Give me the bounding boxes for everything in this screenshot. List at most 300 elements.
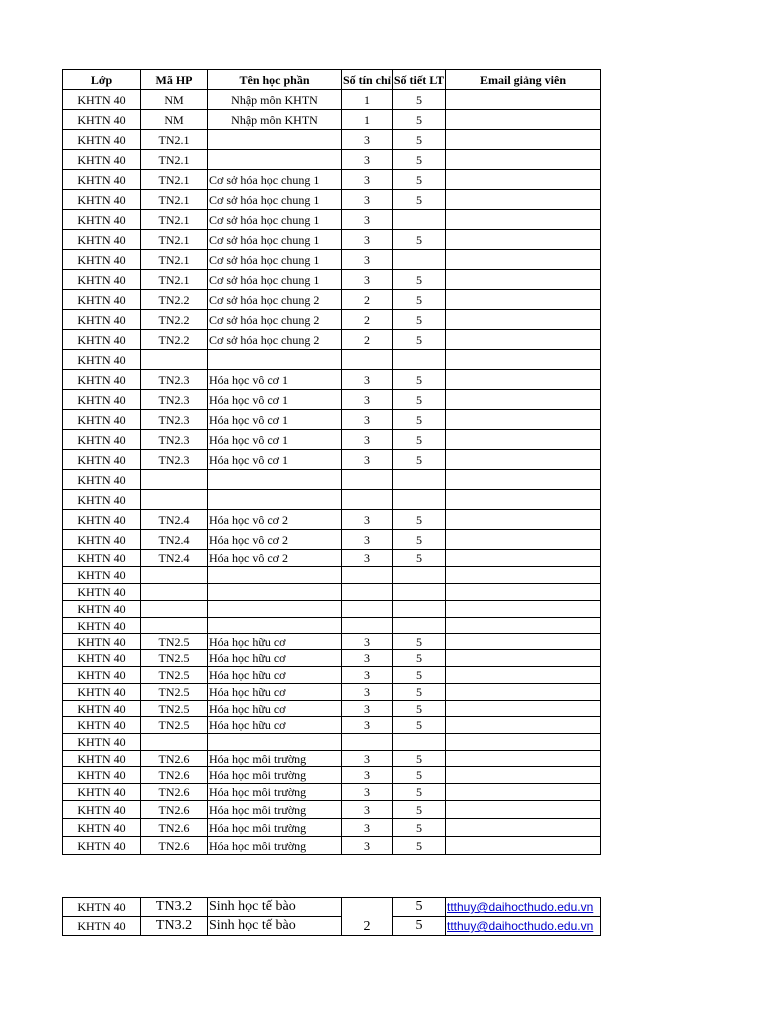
cell-so-tin-chi (342, 567, 393, 584)
cell-lop: KHTN 40 (63, 190, 141, 210)
cell-ma-hp: TN2.3 (141, 390, 208, 410)
cell-so-tin-chi: 3 (342, 837, 393, 855)
cell-so-tiet-lt: 5 (393, 450, 446, 470)
cell-ten-hoc-phan (208, 130, 342, 150)
cell-lop: KHTN 40 (63, 618, 141, 634)
cell-ma-hp: TN2.5 (141, 684, 208, 701)
cell-lop: KHTN 40 (63, 898, 141, 917)
header-ten-hoc-phan: Tên học phần (208, 70, 342, 90)
cell-lop: KHTN 40 (63, 667, 141, 684)
cell-so-tiet-lt: 5 (393, 634, 446, 650)
cell-email (446, 650, 601, 667)
table-row (63, 470, 601, 490)
cell-lop: KHTN 40 (63, 370, 141, 390)
cell-so-tiet-lt (393, 250, 446, 270)
cell-so-tiet-lt: 5 (393, 150, 446, 170)
cell-lop: KHTN 40 (63, 751, 141, 767)
cell-so-tiet-lt: 5 (393, 410, 446, 430)
cell-email (446, 130, 601, 150)
cell-lop: KHTN 40 (63, 350, 141, 370)
cell-ten-hoc-phan: Cơ sở hóa học chung 1 (208, 270, 342, 290)
cell-ma-hp: TN2.1 (141, 190, 208, 210)
cell-so-tiet-lt: 5 (393, 170, 446, 190)
cell-ten-hoc-phan: Cơ sở hóa học chung 1 (208, 230, 342, 250)
cell-so-tiet-lt: 5 (393, 917, 446, 936)
cell-so-tiet-lt (393, 601, 446, 618)
cell-so-tiet-lt: 5 (393, 190, 446, 210)
cell-lop: KHTN 40 (63, 250, 141, 270)
cell-so-tiet-lt (393, 618, 446, 634)
table-row (63, 110, 601, 130)
cell-email (446, 410, 601, 430)
cell-email (446, 684, 601, 701)
cell-so-tiet-lt (393, 490, 446, 510)
table-row (63, 370, 601, 390)
cell-ten-hoc-phan: Hóa học môi trường (208, 767, 342, 784)
cell-so-tiet-lt: 5 (393, 510, 446, 530)
cell-so-tiet-lt (393, 734, 446, 751)
cell-lop: KHTN 40 (63, 530, 141, 550)
cell-lop: KHTN 40 (63, 450, 141, 470)
cell-ten-hoc-phan (208, 350, 342, 370)
cell-so-tiet-lt: 5 (393, 310, 446, 330)
cell-ten-hoc-phan: Hóa học hữu cơ (208, 667, 342, 684)
cell-ten-hoc-phan: Hóa học môi trường (208, 751, 342, 767)
table-row (63, 390, 601, 410)
cell-lop: KHTN 40 (63, 819, 141, 837)
header-so-tin-chi: Số tín chỉ (342, 70, 393, 90)
cell-so-tiet-lt (393, 567, 446, 584)
cell-ten-hoc-phan: Hóa học môi trường (208, 784, 342, 801)
table-row (63, 734, 601, 751)
cell-so-tin-chi: 3 (342, 751, 393, 767)
cell-lop: KHTN 40 (63, 150, 141, 170)
cell-so-tin-chi: 1 (342, 110, 393, 130)
cell-lop: KHTN 40 (63, 734, 141, 751)
cell-email (446, 530, 601, 550)
cell-email (446, 390, 601, 410)
cell-ma-hp: TN2.5 (141, 717, 208, 734)
cell-email (446, 618, 601, 634)
cell-so-tin-chi: 3 (342, 634, 393, 650)
cell-lop: KHTN 40 (63, 601, 141, 618)
cell-so-tin-chi: 3 (342, 767, 393, 784)
cell-so-tiet-lt: 5 (393, 370, 446, 390)
cell-ma-hp: TN2.2 (141, 330, 208, 350)
cell-ten-hoc-phan (208, 470, 342, 490)
cell-ten-hoc-phan (208, 584, 342, 601)
cell-so-tiet-lt: 5 (393, 717, 446, 734)
cell-ma-hp: TN2.6 (141, 767, 208, 784)
cell-email (446, 250, 601, 270)
cell-so-tin-chi: 2 (342, 898, 393, 936)
cell-so-tiet-lt: 5 (393, 110, 446, 130)
cell-ten-hoc-phan: Cơ sở hóa học chung 1 (208, 250, 342, 270)
table-row (63, 898, 601, 917)
cell-so-tin-chi: 2 (342, 310, 393, 330)
cell-so-tiet-lt: 5 (393, 530, 446, 550)
table-row (63, 310, 601, 330)
table-row (63, 618, 601, 634)
cell-ma-hp: TN2.1 (141, 250, 208, 270)
cell-ma-hp: TN2.5 (141, 634, 208, 650)
cell-lop: KHTN 40 (63, 470, 141, 490)
cell-lop: KHTN 40 (63, 717, 141, 734)
cell-email (446, 110, 601, 130)
cell-email (446, 310, 601, 330)
cell-ten-hoc-phan (208, 618, 342, 634)
cell-email (446, 510, 601, 530)
cell-email (446, 150, 601, 170)
cell-email (446, 370, 601, 390)
cell-so-tin-chi (342, 470, 393, 490)
cell-ten-hoc-phan: Cơ sở hóa học chung 2 (208, 310, 342, 330)
table-row (63, 330, 601, 350)
cell-email (446, 567, 601, 584)
table-row (63, 784, 601, 801)
cell-ten-hoc-phan: Nhập môn KHTN (208, 110, 342, 130)
cell-ten-hoc-phan: Cơ sở hóa học chung 2 (208, 330, 342, 350)
cell-email (446, 490, 601, 510)
cell-lop: KHTN 40 (63, 684, 141, 701)
cell-lop: KHTN 40 (63, 270, 141, 290)
cell-so-tin-chi: 3 (342, 130, 393, 150)
course-table (62, 69, 601, 855)
cell-lop: KHTN 40 (63, 330, 141, 350)
cell-lop: KHTN 40 (63, 110, 141, 130)
cell-ten-hoc-phan (208, 601, 342, 618)
cell-so-tin-chi: 3 (342, 450, 393, 470)
cell-so-tin-chi: 3 (342, 390, 393, 410)
cell-so-tiet-lt: 5 (393, 767, 446, 784)
cell-ten-hoc-phan: Sinh học tế bào (208, 898, 342, 917)
cell-so-tiet-lt: 5 (393, 550, 446, 567)
cell-ma-hp (141, 618, 208, 634)
cell-so-tin-chi: 3 (342, 550, 393, 567)
table-row (63, 90, 601, 110)
cell-email (446, 601, 601, 618)
cell-email (446, 450, 601, 470)
header-so-tiet-lt: Số tiết LT (393, 70, 446, 90)
cell-ten-hoc-phan: Hóa học hữu cơ (208, 650, 342, 667)
cell-lop: KHTN 40 (63, 90, 141, 110)
table-row (63, 801, 601, 819)
cell-ma-hp: TN2.6 (141, 837, 208, 855)
cell-email (446, 701, 601, 717)
email-link[interactable]: ttthuy@daihocthudo.edu.vn (446, 898, 601, 917)
cell-email (446, 190, 601, 210)
table-row (63, 490, 601, 510)
table-row (63, 684, 601, 701)
cell-so-tin-chi: 1 (342, 90, 393, 110)
cell-so-tiet-lt: 5 (393, 330, 446, 350)
cell-lop: KHTN 40 (63, 410, 141, 430)
table-row (63, 634, 601, 650)
cell-ma-hp: TN2.6 (141, 819, 208, 837)
cell-lop: KHTN 40 (63, 701, 141, 717)
cell-so-tin-chi: 3 (342, 530, 393, 550)
cell-lop: KHTN 40 (63, 130, 141, 150)
cell-ten-hoc-phan: Cơ sở hóa học chung 1 (208, 170, 342, 190)
cell-ten-hoc-phan: Nhập môn KHTN (208, 90, 342, 110)
cell-ma-hp: TN3.2 (141, 917, 208, 936)
cell-ma-hp: TN2.6 (141, 784, 208, 801)
cell-lop: KHTN 40 (63, 767, 141, 784)
cell-so-tiet-lt (393, 210, 446, 230)
cell-ma-hp: TN2.5 (141, 650, 208, 667)
table-row (63, 837, 601, 855)
cell-ten-hoc-phan: Hóa học hữu cơ (208, 701, 342, 717)
cell-so-tin-chi: 3 (342, 230, 393, 250)
table-row (63, 450, 601, 470)
cell-lop: KHTN 40 (63, 784, 141, 801)
cell-ten-hoc-phan: Hóa học môi trường (208, 819, 342, 837)
cell-email (446, 210, 601, 230)
cell-ten-hoc-phan: Sinh học tế bào (208, 917, 342, 936)
cell-ma-hp: TN2.3 (141, 430, 208, 450)
table-row (63, 210, 601, 230)
cell-so-tin-chi: 3 (342, 717, 393, 734)
cell-so-tin-chi (342, 618, 393, 634)
cell-ten-hoc-phan: Hóa học vô cơ 2 (208, 550, 342, 567)
cell-so-tin-chi: 3 (342, 190, 393, 210)
cell-so-tiet-lt: 5 (393, 701, 446, 717)
cell-so-tiet-lt: 5 (393, 290, 446, 310)
table-row (63, 430, 601, 450)
cell-lop: KHTN 40 (63, 917, 141, 936)
cell-lop: KHTN 40 (63, 390, 141, 410)
cell-ten-hoc-phan: Hóa học vô cơ 2 (208, 510, 342, 530)
cell-so-tin-chi: 3 (342, 250, 393, 270)
cell-so-tin-chi (342, 601, 393, 618)
table-row (63, 230, 601, 250)
cell-so-tin-chi: 3 (342, 650, 393, 667)
table-row (63, 250, 601, 270)
cell-ma-hp: TN2.1 (141, 210, 208, 230)
cell-ten-hoc-phan: Hóa học vô cơ 1 (208, 370, 342, 390)
table-row (63, 270, 601, 290)
cell-so-tiet-lt: 5 (393, 390, 446, 410)
cell-ten-hoc-phan: Cơ sở hóa học chung 1 (208, 190, 342, 210)
cell-so-tin-chi: 3 (342, 430, 393, 450)
cell-ten-hoc-phan: Hóa học vô cơ 1 (208, 390, 342, 410)
cell-lop: KHTN 40 (63, 490, 141, 510)
cell-so-tiet-lt: 5 (393, 801, 446, 819)
cell-email (446, 767, 601, 784)
cell-email (446, 350, 601, 370)
cell-lop: KHTN 40 (63, 210, 141, 230)
cell-ma-hp: TN2.1 (141, 130, 208, 150)
cell-so-tiet-lt: 5 (393, 784, 446, 801)
cell-ma-hp: TN2.6 (141, 751, 208, 767)
cell-ten-hoc-phan: Hóa học vô cơ 1 (208, 430, 342, 450)
cell-ma-hp: NM (141, 90, 208, 110)
cell-so-tin-chi: 3 (342, 510, 393, 530)
cell-email (446, 230, 601, 250)
cell-so-tiet-lt: 5 (393, 650, 446, 667)
cell-lop: KHTN 40 (63, 430, 141, 450)
cell-email (446, 819, 601, 837)
cell-ma-hp: TN2.1 (141, 170, 208, 190)
cell-email (446, 90, 601, 110)
cell-ma-hp: TN2.1 (141, 230, 208, 250)
cell-ma-hp: TN3.2 (141, 898, 208, 917)
table-row (63, 130, 601, 150)
cell-ten-hoc-phan: Hóa học vô cơ 2 (208, 530, 342, 550)
cell-ma-hp (141, 584, 208, 601)
cell-ma-hp: TN2.1 (141, 270, 208, 290)
cell-so-tin-chi: 3 (342, 410, 393, 430)
header-ma-hp: Mã HP (141, 70, 208, 90)
cell-ten-hoc-phan (208, 567, 342, 584)
cell-ma-hp: TN2.4 (141, 530, 208, 550)
cell-ma-hp: TN2.5 (141, 701, 208, 717)
cell-so-tin-chi (342, 734, 393, 751)
header-lop: Lớp (63, 70, 141, 90)
table-row (63, 701, 601, 717)
cell-ten-hoc-phan (208, 150, 342, 170)
table-row (63, 601, 601, 618)
cell-so-tin-chi: 2 (342, 330, 393, 350)
cell-email (446, 170, 601, 190)
cell-ma-hp (141, 734, 208, 751)
cell-email (446, 837, 601, 855)
table-row (63, 510, 601, 530)
cell-email (446, 290, 601, 310)
cell-ten-hoc-phan (208, 490, 342, 510)
table-row (63, 150, 601, 170)
cell-ten-hoc-phan: Hóa học môi trường (208, 801, 342, 819)
cell-ma-hp: TN2.4 (141, 510, 208, 530)
cell-email (446, 784, 601, 801)
cell-ma-hp (141, 601, 208, 618)
cell-lop: KHTN 40 (63, 230, 141, 250)
cell-email (446, 270, 601, 290)
cell-ten-hoc-phan: Hóa học hữu cơ (208, 634, 342, 650)
cell-so-tin-chi (342, 584, 393, 601)
table-row (63, 190, 601, 210)
table-row (63, 350, 601, 370)
cell-ten-hoc-phan: Cơ sở hóa học chung 1 (208, 210, 342, 230)
cell-ten-hoc-phan: Hóa học hữu cơ (208, 684, 342, 701)
cell-lop: KHTN 40 (63, 550, 141, 567)
cell-email (446, 430, 601, 450)
cell-email (446, 717, 601, 734)
table-row (63, 410, 601, 430)
cell-so-tin-chi: 3 (342, 701, 393, 717)
cell-lop: KHTN 40 (63, 290, 141, 310)
cell-email (446, 634, 601, 650)
cell-so-tin-chi: 3 (342, 667, 393, 684)
cell-so-tin-chi: 3 (342, 170, 393, 190)
cell-so-tiet-lt: 5 (393, 819, 446, 837)
cell-email (446, 801, 601, 819)
cell-so-tin-chi: 3 (342, 784, 393, 801)
cell-ma-hp: TN2.2 (141, 290, 208, 310)
cell-so-tin-chi (342, 490, 393, 510)
cell-so-tin-chi: 3 (342, 370, 393, 390)
cell-so-tin-chi: 3 (342, 270, 393, 290)
table-row (63, 567, 601, 584)
cell-ma-hp: TN2.3 (141, 370, 208, 390)
cell-ten-hoc-phan: Hóa học vô cơ 1 (208, 450, 342, 470)
cell-so-tiet-lt: 5 (393, 684, 446, 701)
cell-so-tiet-lt (393, 584, 446, 601)
cell-so-tiet-lt (393, 470, 446, 490)
cell-ten-hoc-phan: Hóa học vô cơ 1 (208, 410, 342, 430)
cell-so-tiet-lt: 5 (393, 430, 446, 450)
cell-ten-hoc-phan (208, 734, 342, 751)
cell-so-tiet-lt: 5 (393, 751, 446, 767)
course-table-2 (62, 897, 601, 936)
table-row (63, 584, 601, 601)
cell-lop: KHTN 40 (63, 510, 141, 530)
cell-ma-hp: TN2.3 (141, 410, 208, 430)
cell-so-tin-chi: 3 (342, 819, 393, 837)
cell-so-tiet-lt (393, 350, 446, 370)
cell-so-tiet-lt: 5 (393, 667, 446, 684)
cell-ma-hp (141, 567, 208, 584)
header-email: Email giảng viên (446, 70, 601, 90)
cell-ma-hp: TN2.5 (141, 667, 208, 684)
table-row (63, 170, 601, 190)
cell-ma-hp: TN2.4 (141, 550, 208, 567)
cell-ten-hoc-phan: Hóa học hữu cơ (208, 717, 342, 734)
cell-ma-hp (141, 470, 208, 490)
cell-ma-hp: TN2.1 (141, 150, 208, 170)
cell-email (446, 470, 601, 490)
cell-email (446, 667, 601, 684)
header-row (63, 70, 601, 90)
cell-so-tiet-lt: 5 (393, 230, 446, 250)
cell-ma-hp: TN2.3 (141, 450, 208, 470)
email-link[interactable]: ttthuy@daihocthudo.edu.vn (446, 917, 601, 936)
table-row (63, 819, 601, 837)
cell-email (446, 330, 601, 350)
cell-so-tiet-lt: 5 (393, 90, 446, 110)
cell-so-tiet-lt: 5 (393, 898, 446, 917)
cell-so-tiet-lt: 5 (393, 270, 446, 290)
cell-ma-hp: TN2.6 (141, 801, 208, 819)
table-row (63, 767, 601, 784)
cell-ma-hp: TN2.2 (141, 310, 208, 330)
cell-lop: KHTN 40 (63, 584, 141, 601)
table-row (63, 530, 601, 550)
cell-so-tin-chi: 3 (342, 210, 393, 230)
cell-so-tin-chi: 3 (342, 801, 393, 819)
cell-lop: KHTN 40 (63, 170, 141, 190)
cell-email (446, 550, 601, 567)
table-row (63, 650, 601, 667)
cell-ma-hp (141, 490, 208, 510)
cell-ten-hoc-phan: Hóa học môi trường (208, 837, 342, 855)
table-row (63, 751, 601, 767)
cell-ma-hp (141, 350, 208, 370)
table-row (63, 550, 601, 567)
table-row (63, 717, 601, 734)
cell-so-tin-chi: 2 (342, 290, 393, 310)
cell-lop: KHTN 40 (63, 801, 141, 819)
cell-email (446, 584, 601, 601)
cell-lop: KHTN 40 (63, 837, 141, 855)
cell-email (446, 751, 601, 767)
cell-ma-hp: NM (141, 110, 208, 130)
cell-lop: KHTN 40 (63, 650, 141, 667)
table-row (63, 917, 601, 936)
cell-so-tin-chi: 3 (342, 684, 393, 701)
cell-email (446, 734, 601, 751)
cell-lop: KHTN 40 (63, 310, 141, 330)
